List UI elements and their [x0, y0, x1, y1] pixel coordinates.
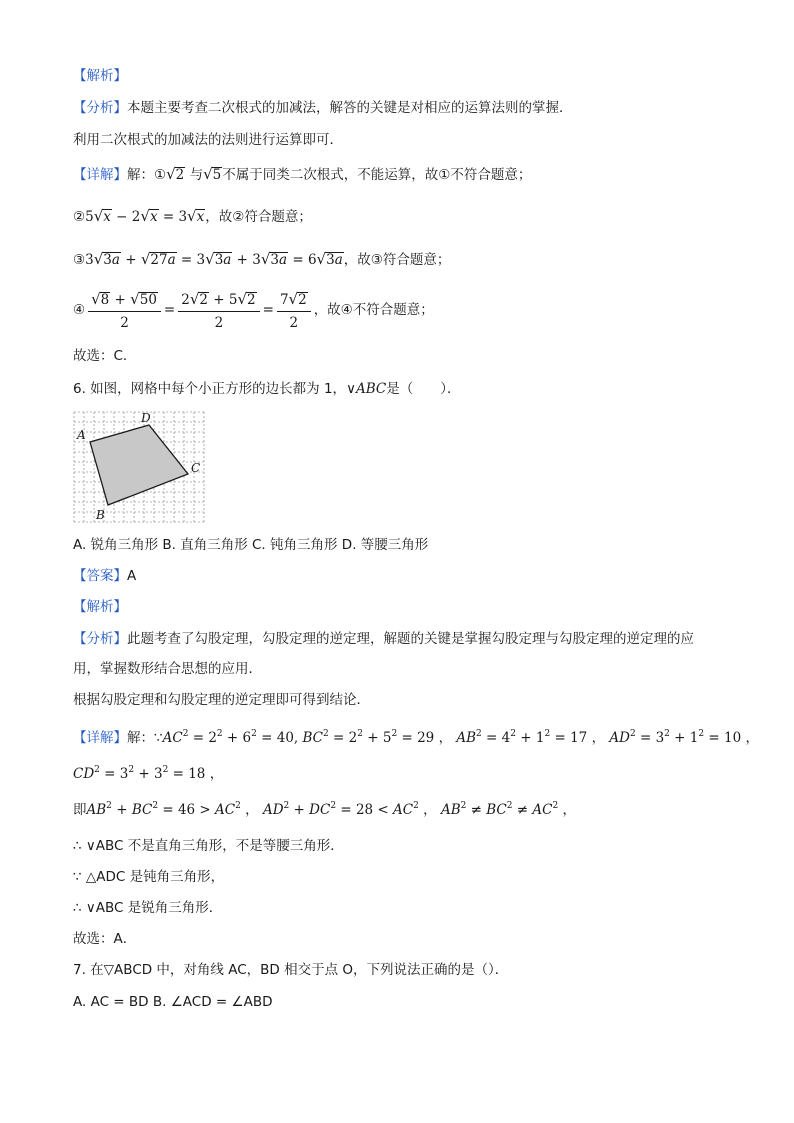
label-d: D	[141, 411, 151, 425]
q6-formula-2: $CD^2 = 3^2 + 3^2 = 18$ ，	[73, 765, 224, 782]
q5-detail-line3	[73, 249, 450, 270]
q5-fenxi-tag: 【分析】	[73, 100, 127, 116]
q6-fenxi-line1	[73, 629, 694, 649]
q5-detail-line2	[73, 206, 312, 227]
q6-answer-line	[73, 566, 136, 586]
label-a: A	[77, 428, 86, 442]
q5-line1-prefix: 解：①	[127, 167, 167, 183]
q6-fenxi-tag: 【分析】	[73, 631, 127, 647]
q6-detail-line1	[73, 728, 759, 748]
q5-method: 利用二次根式的加减法的法则进行运算即可．	[73, 132, 343, 148]
q6-options: A. 锐角三角形 B. 直角三角形 C. 钝角三角形 D. 等腰三角形	[73, 537, 429, 553]
grid-quadrilateral-figure	[72, 410, 208, 526]
q6-stem-suffix: 是（ ）．	[386, 381, 461, 397]
q6-detail-line3	[73, 800, 576, 820]
q6-formula-1: $AC^2 = 2^2 + 6^2 = 40$, $BC^2 = 2^2 + 5^2 = 29$ ， $AB^2 = 4^2 + 1^2 = 17$ ， $AD^2 = 3^2 + 1^2 = 10$ ，	[162, 729, 759, 746]
q6-detail-line2	[73, 764, 223, 784]
q5-detail-line4	[73, 288, 434, 332]
q6-because-adc: ∵ △ADC 是钝角三角形，	[73, 869, 225, 885]
formula-3: 3√3a + √27a = 3√3a + 3√3a = 6√3a	[85, 250, 343, 268]
q5-line3-suffix: ，故③符合题意；	[343, 252, 451, 268]
q6-formula-3: $AB^2 + BC^2 = 46 > AC^2$ ， $AD^2 + DC^2 = 28 < AC^2$ ， $AB^2 \ne BC^2 \ne AC^2$ ，	[86, 801, 577, 818]
q6-fenxi-text1: 此题考查了勾股定理，勾股定理的逆定理，解题的关键是掌握勾股定理与勾股定理的逆定理的应	[127, 631, 694, 647]
q5-fenxi-text: 本题主要考查二次根式的加减法，解答的关键是对相应的运算法则的掌握．	[127, 100, 573, 116]
sqrt5-formula: √5	[203, 165, 222, 183]
q5-line4-prefix: ④	[73, 302, 86, 318]
q5-line1-suffix: 不属于同类二次根式，不能运算，故①不符合题意；	[222, 167, 532, 183]
label-b: B	[96, 508, 105, 522]
q6-daan-value: A	[127, 568, 137, 584]
q7-stem: 7. 在▽ABCD 中，对角线 AC，BD 相交于点 O，下列说法正确的是（）．	[73, 962, 509, 978]
formula-2: 5√x − 2√x = 3√x	[85, 207, 205, 225]
q7-options: A. AC = BD B. ∠ACD = ∠ABD	[73, 994, 273, 1010]
q6-jiexi-heading: 【解析】	[73, 599, 127, 615]
label-c: C	[191, 461, 201, 475]
q5-detail-line1	[73, 164, 531, 185]
q5-line3-prefix: ③	[73, 252, 86, 268]
q6-conclusion1: ∴ ∨ABC 不是直角三角形，不是等腰三角形．	[73, 838, 344, 854]
q5-line4-suffix: ，故④不符合题意；	[313, 302, 434, 318]
formula-4: $\frac{√8 + √50}{2}$ = $\frac{2√2 + 5√2}{2}$ = $\frac{7√2}{2}$	[85, 302, 314, 318]
q6-therefore-prefix: 即	[73, 802, 87, 818]
q6-daan-tag: 【答案】	[73, 568, 127, 584]
q6-fenxi-line2: 用，掌握数形结合思想的应用．	[73, 661, 262, 677]
q5-fenxi	[73, 98, 573, 118]
q5-line1-mid: 与	[189, 167, 204, 183]
q6-conclusion2: ∴ ∨ABC 是锐角三角形．	[73, 900, 223, 916]
q5-line2-suffix: ，故②符合题意；	[205, 209, 312, 225]
q6-method: 根据勾股定理和勾股定理的逆定理即可得到结论．	[73, 692, 370, 708]
q6-answer: 故选：A．	[73, 931, 137, 947]
q6-xiangjie-prefix: 解：∵	[127, 730, 163, 746]
q5-line2-prefix: ②	[73, 209, 86, 225]
sqrt2-formula: √2	[166, 165, 185, 183]
q6-stem	[73, 379, 460, 399]
q6-triangle: ∨ABC	[346, 381, 387, 397]
q5-xiangjie-tag: 【详解】	[73, 167, 127, 183]
quadrilateral-abcd	[90, 425, 188, 505]
q6-xiangjie-tag: 【详解】	[73, 730, 127, 746]
q5-jiexi-heading: 【解析】	[73, 68, 127, 84]
q6-stem-prefix: 6. 如图，网格中每个小正方形的边长都为 1，	[73, 381, 347, 397]
q5-answer: 故选：C．	[73, 348, 137, 364]
